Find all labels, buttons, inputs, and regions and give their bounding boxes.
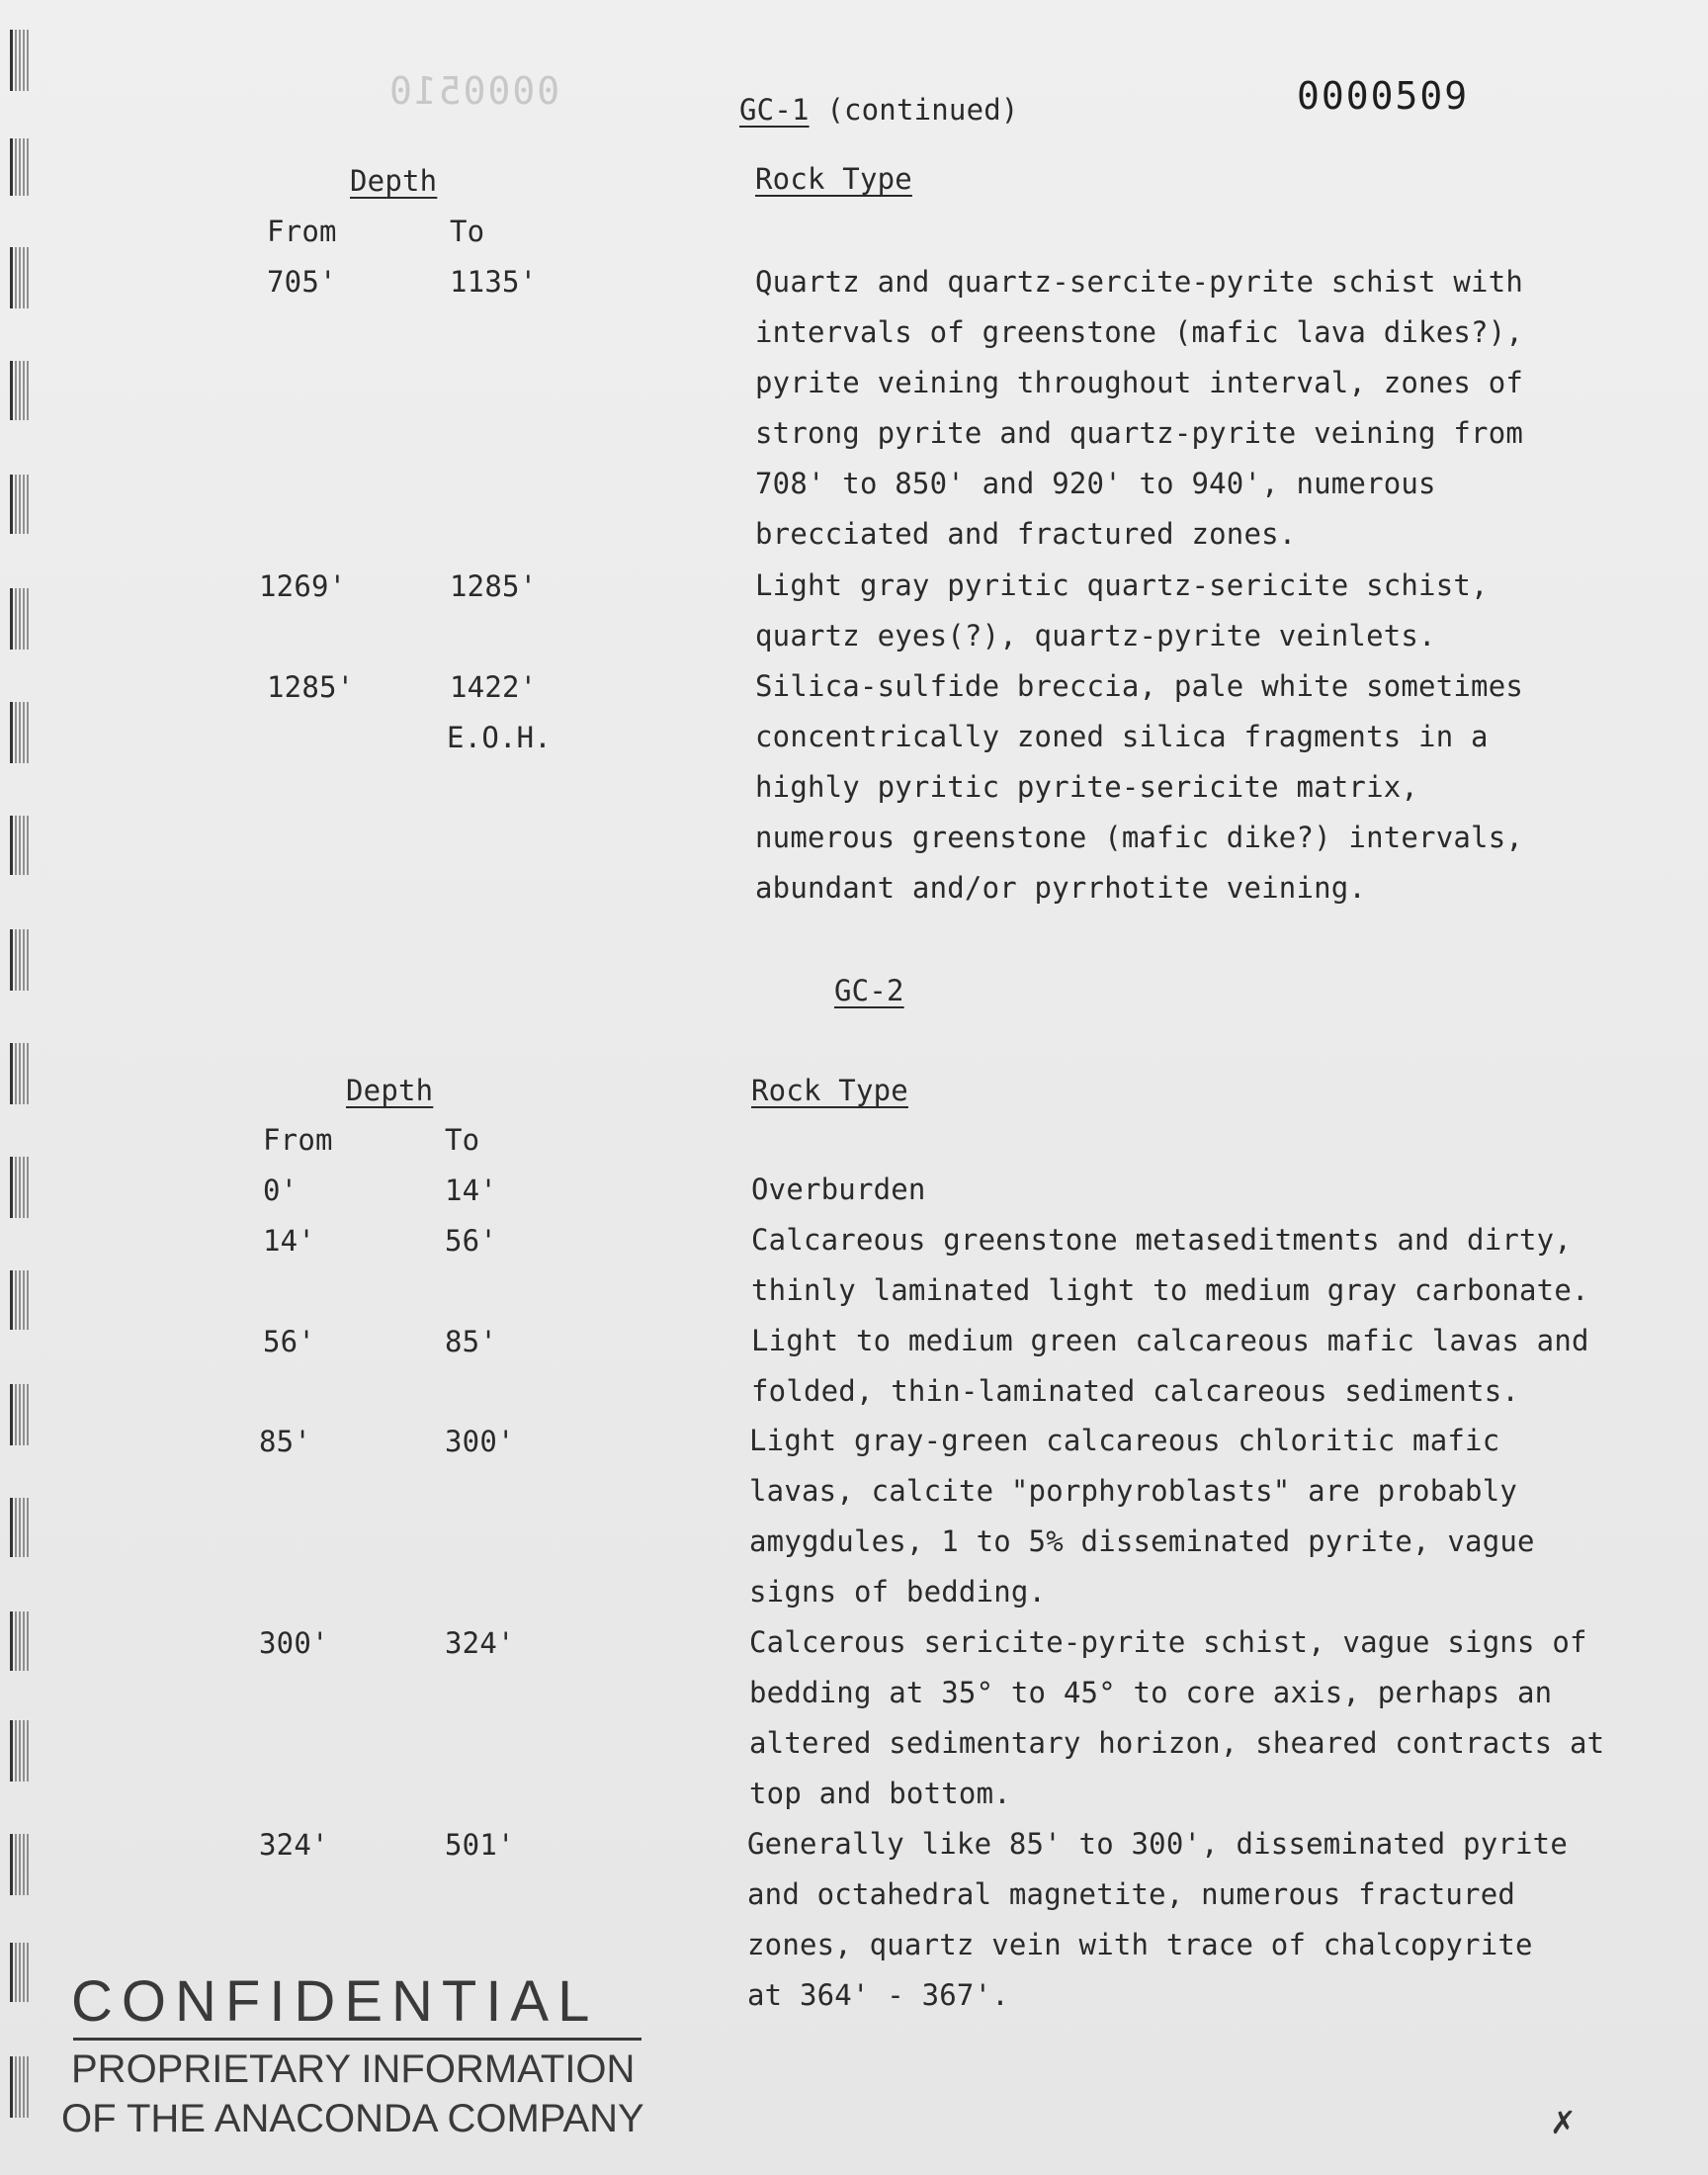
description-line: Overburden	[751, 1173, 926, 1206]
gc2-row-to: 300'	[445, 1425, 515, 1458]
gc1-depth-label: Depth	[350, 164, 438, 198]
binder-mark	[10, 702, 35, 763]
description-line: brecciated and fractured zones.	[755, 517, 1297, 551]
gc1-row-to: 1135'	[450, 265, 538, 299]
gc1-row-from: 1285'	[267, 670, 355, 704]
description-line: amygdules, 1 to 5% disseminated pyrite, vague	[749, 1524, 1535, 1558]
ghost-page-number: 0000510	[387, 69, 560, 113]
gc2-row-from: 0'	[263, 1174, 299, 1207]
description-line: Light to medium green calcareous mafic lavas and	[751, 1324, 1589, 1357]
confidential-stamp	[61, 1969, 644, 2143]
binder-mark	[10, 475, 35, 534]
binder-mark	[10, 30, 35, 91]
description-line: quartz eyes(?), quartz-pyrite veinlets.	[755, 619, 1436, 652]
gc1-row-description	[755, 561, 1489, 661]
description-line: and octahedral magnetite, numerous fractured	[747, 1877, 1516, 1911]
binder-mark	[10, 2056, 35, 2118]
binder-mark	[10, 816, 35, 875]
gc1-rock-type-label: Rock Type	[755, 162, 912, 196]
gc2-row-description	[751, 1316, 1589, 1417]
gc2-row-from: 56'	[263, 1325, 315, 1358]
description-line: thinly laminated light to medium gray carbonate.	[751, 1273, 1589, 1307]
company-line: OF THE ANACONDA COMPANY	[61, 2097, 644, 2140]
binder-mark	[10, 1943, 35, 2002]
confidential-label: CONFIDENTIAL	[71, 1969, 599, 2034]
gc2-row-to: 14'	[445, 1174, 497, 1207]
gc1-from-label: From	[267, 215, 337, 248]
description-line: numerous greenstone (mafic dike?) intervals,	[755, 821, 1524, 854]
page-number: 0000509	[1297, 74, 1470, 118]
binder-mark	[10, 1270, 35, 1330]
gc2-row-description	[751, 1165, 926, 1215]
binder-mark	[10, 247, 35, 308]
gc2-row-from: 85'	[259, 1425, 311, 1458]
description-line: altered sedimentary horizon, sheared contracts at	[749, 1726, 1605, 1760]
description-line: 708' to 850' and 920' to 940', numerous	[755, 467, 1436, 500]
description-line: Calcareous greenstone metaseditments and dirty,	[751, 1223, 1572, 1257]
gc2-row-description	[747, 1819, 1568, 2021]
stamp-rule	[73, 2038, 641, 2041]
gc1-row-end-of-hole: E.O.H.	[447, 721, 552, 754]
gc1-title-suffix: (continued)	[826, 93, 1019, 127]
gc2-row-description	[749, 1617, 1604, 1819]
description-line: top and bottom.	[749, 1777, 1011, 1810]
description-line: strong pyrite and quartz-pyrite veining from	[755, 416, 1524, 450]
description-line: Light gray-green calcareous chloritic mafic	[749, 1424, 1500, 1457]
gc2-row-to: 501'	[445, 1828, 515, 1862]
description-line: highly pyritic pyrite-sericite matrix,	[755, 770, 1419, 804]
description-line: Calcerous sericite-pyrite schist, vague signs of	[749, 1625, 1587, 1659]
description-line: intervals of greenstone (mafic lava dikes?),	[755, 315, 1524, 349]
gc1-row-to: 1422'	[450, 670, 538, 704]
gc2-row-to: 324'	[445, 1626, 515, 1660]
gc1-row-description	[755, 661, 1523, 914]
corner-check-mark: ✗	[1550, 2104, 1577, 2141]
gc1-heading	[739, 93, 1019, 127]
binder-mark	[10, 361, 35, 420]
gc2-title: GC-2	[834, 974, 904, 1007]
binder-mark	[10, 1384, 35, 1445]
gc2-row-from: 300'	[259, 1626, 329, 1660]
gc1-row-from: 705'	[267, 265, 337, 299]
description-line: Light gray pyritic quartz-sericite schist,	[755, 568, 1489, 602]
gc2-rock-type-label: Rock Type	[751, 1074, 908, 1107]
binder-mark	[10, 929, 35, 991]
gc2-row-description	[749, 1416, 1535, 1617]
gc2-to-label: To	[445, 1123, 480, 1157]
binder-mark	[10, 1834, 35, 1895]
description-line: Quartz and quartz-sercite-pyrite schist with	[755, 265, 1524, 299]
description-line: Silica-sulfide breccia, pale white sometimes	[755, 669, 1524, 703]
binder-mark	[10, 1611, 35, 1671]
gc2-row-to: 85'	[445, 1325, 497, 1358]
gc2-row-from: 324'	[259, 1828, 329, 1862]
gc1-row-from: 1269'	[259, 569, 347, 603]
description-line: abundant and/or pyrrhotite veining.	[755, 871, 1367, 905]
binder-mark	[10, 1157, 35, 1218]
proprietary-line: PROPRIETARY INFORMATION	[71, 2047, 636, 2091]
description-line: Generally like 85' to 300', disseminated pyrite	[747, 1827, 1568, 1861]
description-line: at 364' - 367'.	[747, 1978, 1009, 2012]
gc2-row-to: 56'	[445, 1224, 497, 1258]
gc2-row-description	[751, 1215, 1589, 1316]
binder-mark	[10, 138, 35, 196]
gc1-row-description	[755, 257, 1523, 560]
binder-mark	[10, 1043, 35, 1104]
description-line: pyrite veining throughout interval, zones of	[755, 366, 1524, 399]
description-line: lavas, calcite "porphyroblasts" are probably	[749, 1474, 1518, 1508]
description-line: zones, quartz vein with trace of chalcopyrite	[747, 1928, 1533, 1961]
gc2-row-from: 14'	[263, 1224, 315, 1258]
description-line: signs of bedding.	[749, 1575, 1047, 1609]
description-line: folded, thin-laminated calcareous sediments.	[751, 1374, 1520, 1408]
gc2-depth-label: Depth	[346, 1074, 434, 1107]
binder-mark	[10, 588, 35, 650]
gc1-row-to: 1285'	[450, 569, 538, 603]
description-line: bedding at 35° to 45° to core axis, perhaps an	[749, 1676, 1553, 1709]
gc1-title: GC-1	[739, 93, 810, 127]
gc1-to-label: To	[450, 215, 485, 248]
description-line: concentrically zoned silica fragments in a	[755, 720, 1489, 753]
binder-mark	[10, 1720, 35, 1782]
binder-mark	[10, 1498, 35, 1557]
gc2-from-label: From	[263, 1123, 333, 1157]
